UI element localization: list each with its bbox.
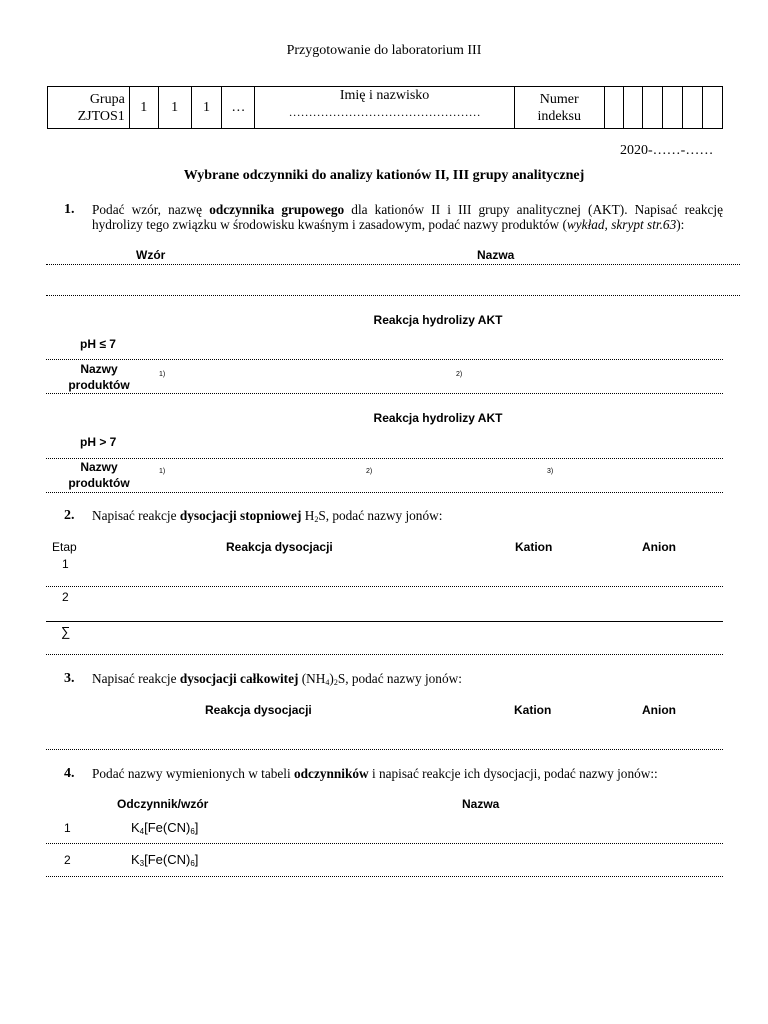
products-label-line1: Nazwy	[80, 362, 118, 376]
name-cell[interactable]	[255, 87, 515, 129]
formula-subscript: 6	[190, 827, 195, 836]
q1-text-italic: wykład, skrypt str.63	[566, 217, 677, 232]
question-3-text	[92, 671, 462, 687]
product-marker: 2)	[456, 371, 463, 378]
column-header-reakcja: Reakcja dysocjacji	[205, 703, 312, 717]
question-1-number: 1.	[64, 202, 75, 217]
column-header-wzor: Wzór	[136, 248, 166, 262]
answer-line[interactable]	[46, 359, 723, 360]
index-box[interactable]	[683, 87, 703, 129]
column-header-kation: Kation	[514, 703, 552, 717]
group-code: ZJTOS1	[77, 108, 125, 124]
q2-subscript: 2	[314, 515, 319, 524]
formula-subscript: 3	[139, 859, 145, 868]
stage-number: 1	[62, 557, 69, 571]
q4-text-bold: odczynników	[294, 766, 369, 781]
product-marker: 1)	[159, 468, 166, 475]
question-1-text	[92, 202, 723, 232]
q1-text-a: Podać wzór, nazwę	[92, 202, 210, 217]
q1-text-bold: odczynnika grupowego	[209, 202, 345, 217]
q2-text-bold: dysocjacji stopniowej	[179, 508, 302, 523]
group-digit-3[interactable]: 1	[191, 87, 222, 129]
formula-part: [Fe(CN)	[144, 820, 191, 835]
column-header-nazwa: Nazwa	[477, 248, 515, 262]
reagent-formula	[131, 852, 198, 868]
q1-text-c: ):	[676, 217, 685, 232]
reagent-number: 1	[64, 821, 71, 835]
answer-line[interactable]	[46, 295, 740, 296]
reagent-number: 2	[64, 853, 71, 867]
formula-subscript: 4	[139, 827, 145, 836]
products-label-base	[68, 459, 130, 491]
answer-line[interactable]	[46, 492, 723, 493]
product-marker: 3)	[547, 468, 554, 475]
column-header-odczynnik: Odczynnik/wzór	[117, 797, 209, 811]
column-header-anion: Anion	[642, 703, 676, 717]
product-marker: 1)	[159, 371, 166, 378]
column-header-etap: Etap	[52, 540, 77, 554]
answer-line[interactable]	[46, 458, 723, 459]
formula-subscript: 6	[190, 859, 195, 868]
products-label-line2: produktów	[68, 378, 130, 392]
q3-text-a: Napisać reakcje	[92, 671, 180, 686]
q4-text-b: i napisać reakcje ich dysocjacji, podać nazwy jonów::	[368, 766, 658, 781]
group-digit-2[interactable]: 1	[158, 87, 191, 129]
index-box[interactable]	[663, 87, 683, 129]
formula-part: ]	[194, 820, 199, 835]
name-dots: …………………………………………	[288, 105, 481, 119]
formula-part: ]	[194, 852, 199, 867]
products-label-line2: produktów	[68, 476, 130, 490]
question-2-number: 2.	[64, 508, 75, 523]
index-box[interactable]	[604, 87, 623, 129]
separator-line	[46, 621, 723, 622]
column-header-reakcja: Reakcja dysocjacji	[226, 540, 333, 554]
ph-acid-label: pH ≤ 7	[80, 337, 116, 351]
q1-text-b: dla kationów II i III grupy analitycznej (AKT). Napisać reakcję hydrolizy tego związku w środowisku kwaśnym i zasadowym, podać nazwy produktów (	[92, 202, 723, 232]
group-cell	[48, 87, 130, 129]
q3-text-d: S, podać nazwy jonów:	[337, 671, 462, 686]
products-label-acid	[68, 361, 130, 393]
index-box[interactable]	[703, 87, 723, 129]
answer-line[interactable]	[46, 393, 723, 394]
q3-text-b: (NH	[298, 671, 326, 686]
index-label-1: Numer	[539, 91, 579, 107]
sum-symbol: ∑	[61, 624, 71, 639]
column-header-nazwa: Nazwa	[462, 797, 500, 811]
question-4-text	[92, 766, 658, 782]
q2-text-b: H	[301, 508, 315, 523]
question-4-number: 4.	[64, 766, 75, 781]
question-2-text	[92, 508, 442, 524]
q4-text-a: Podać nazwy wymienionych w tabeli	[92, 766, 294, 781]
q2-text-c: S, podać nazwy jonów:	[318, 508, 443, 523]
student-info-table	[47, 86, 723, 129]
section-subtitle: Wybrane odczynniki do analizy kationów II, III grupy analitycznej	[183, 168, 585, 183]
index-box[interactable]	[643, 87, 663, 129]
group-label: Grupa	[89, 91, 125, 107]
ph-base-label: pH > 7	[80, 435, 117, 449]
name-label: Imię i nazwisko	[339, 88, 430, 103]
q3-text-bold: dysocjacji całkowitej	[179, 671, 299, 686]
answer-line[interactable]	[46, 843, 723, 844]
column-header-anion: Anion	[642, 540, 676, 554]
document-title: Przygotowanie do laboratorium III	[286, 43, 482, 58]
answer-line[interactable]	[46, 749, 723, 750]
formula-part: [Fe(CN)	[144, 852, 191, 867]
q3-subscript-2: 2	[333, 678, 338, 687]
question-3-number: 3.	[64, 671, 75, 686]
hydrolysis-heading-base: Reakcja hydrolizy AKT	[373, 411, 503, 425]
answer-line[interactable]	[46, 586, 723, 587]
products-label-line1: Nazwy	[80, 460, 118, 474]
index-box[interactable]	[623, 87, 643, 129]
answer-line[interactable]	[46, 876, 723, 877]
group-digit-4[interactable]: …	[222, 87, 255, 129]
index-label-2: indeksu	[537, 108, 582, 124]
answer-line[interactable]	[46, 264, 740, 265]
q3-subscript-1: 4	[325, 678, 330, 687]
group-digit-1[interactable]: 1	[129, 87, 158, 129]
formula-part: K	[131, 852, 140, 867]
formula-part: K	[131, 820, 140, 835]
q3-text-c: )	[329, 671, 334, 686]
reagent-formula	[131, 820, 198, 836]
answer-line[interactable]	[46, 654, 723, 655]
column-header-kation: Kation	[515, 540, 553, 554]
index-label-cell	[514, 87, 604, 129]
date-field[interactable]: 2020-……-……	[620, 143, 714, 158]
hydrolysis-heading-acid: Reakcja hydrolizy AKT	[373, 313, 503, 327]
stage-number: 2	[62, 590, 69, 604]
q2-text-a: Napisać reakcje	[92, 508, 180, 523]
product-marker: 2)	[366, 468, 373, 475]
